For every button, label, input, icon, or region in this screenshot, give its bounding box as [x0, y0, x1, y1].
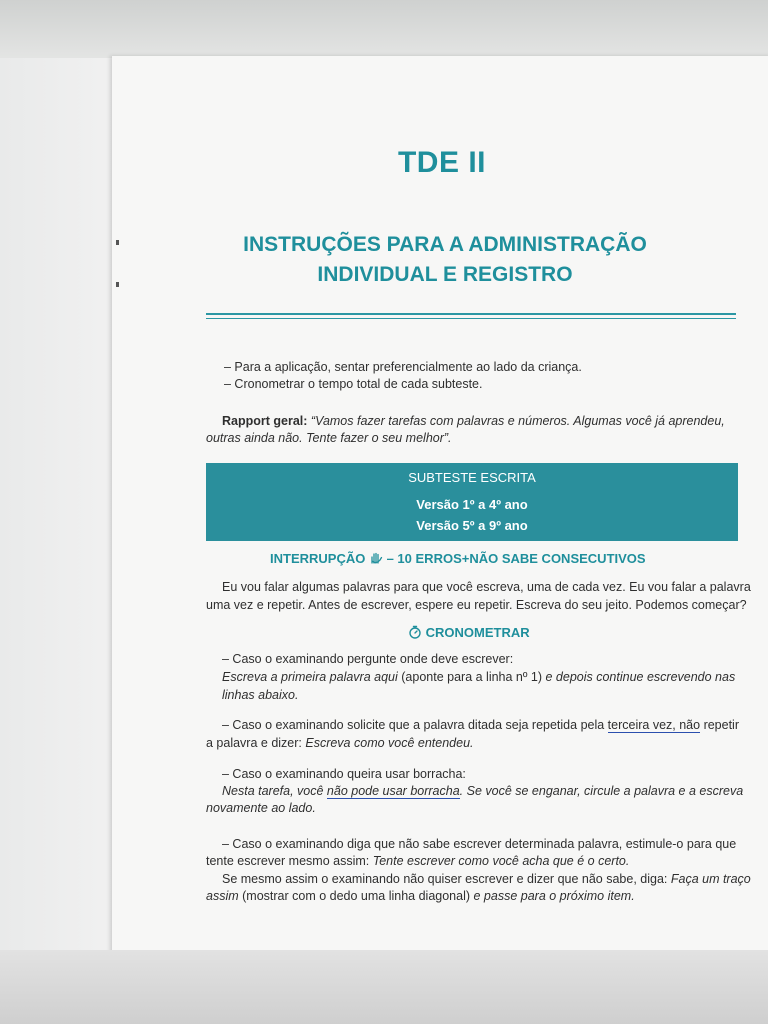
case-1-line-2 [222, 668, 735, 686]
margin-mark [116, 282, 119, 287]
case-4-italic: Tente escrever como você acha que é o certo. [372, 854, 630, 868]
case-1-line-1: – Caso o examinando pergunte onde deve escrever: [222, 652, 514, 666]
case-1-plain: (aponte para a linha nº 1) [397, 670, 546, 684]
timer-heading [408, 625, 530, 640]
back-page-edge [0, 58, 121, 958]
case-2-text-d: a palavra e dizer: [206, 736, 306, 750]
case-2-underlined: terceira vez, não [607, 718, 701, 732]
case-5-plain: (mostrar com o dedo uma linha diagonal) [238, 889, 474, 903]
margin-mark [116, 240, 119, 245]
case-3-line-1: – Caso o examinando queira usar borracha: [222, 767, 466, 781]
case-2-text-c: repetir [700, 718, 739, 732]
case-2-line-1 [222, 716, 739, 734]
case-5-italic-b: assim [206, 889, 239, 903]
stopwatch-icon [408, 625, 422, 639]
divider-bottom [206, 318, 736, 319]
case-4-line-1: – Caso o examinando diga que não sabe escrever determinada palavra, estimule-o para que [222, 837, 737, 851]
case-5-text-a: Se mesmo assim o examinando não quiser escrever e dizer que não sabe, diga: [222, 872, 671, 886]
case-3-line-2 [222, 782, 743, 800]
interruption-label-b: – 10 ERROS+NÃO SABE CONSECUTIVOS [386, 551, 646, 566]
case-2-text-a: – Caso o examinando solicite que a palavra ditada seja repetida pela [222, 718, 608, 732]
case-3-line-3: novamente ao lado. [206, 801, 316, 815]
case-5-italic-c: e passe para o próximo item. [473, 889, 635, 903]
subtest-heading: SUBTESTE ESCRITA [408, 470, 536, 485]
interruption-label-a: INTERRUPÇÃO [270, 551, 366, 566]
case-5-line-2 [206, 887, 635, 905]
scan-background-bottom [0, 950, 768, 1024]
interruption-heading [270, 551, 646, 566]
rapport-label: Rapport geral: [222, 414, 308, 428]
case-4-text-a: tente escrever mesmo assim: [206, 854, 373, 868]
case-3-text-c: . Se você se enganar, circule a palavra e a escreva [459, 784, 744, 798]
page-subtitle [200, 230, 690, 290]
case-5-line-1 [222, 870, 751, 888]
case-5-italic-a: Faça um traço [670, 872, 751, 886]
bullet-2: – Cronometrar o tempo total de cada subteste. [224, 377, 483, 391]
subtest-box [206, 463, 738, 541]
case-2-italic: Escreva como você entendeu. [305, 736, 474, 750]
timer-label: CRONOMETRAR [425, 625, 530, 640]
case-1-italic-b: e depois continue escrevendo nas [545, 670, 736, 684]
hand-icon [369, 552, 383, 564]
divider-top [206, 313, 736, 315]
page-title: TDE II [397, 146, 486, 179]
version-2: Versão 5º a 9º ano [416, 518, 528, 533]
version-1: Versão 1º a 4º ano [416, 497, 528, 512]
case-2-line-2 [206, 734, 474, 752]
case-1-line-3: linhas abaixo. [222, 688, 299, 702]
rapport-line-1 [222, 412, 725, 430]
case-1-italic-a: Escreva a primeira palavra aqui [222, 670, 398, 684]
subtitle-line-2: INDIVIDUAL E REGISTRO [317, 263, 573, 286]
instruction-line-2: uma vez e repetir. Antes de escrever, espere eu repetir. Escreva do seu jeito. Podemos começar? [206, 598, 747, 612]
instruction-line-1: Eu vou falar algumas palavras para que você escreva, uma de cada vez. Eu vou falar a palavra [222, 580, 751, 594]
case-4-line-2 [206, 852, 629, 870]
subtitle-line-1: INSTRUÇÕES PARA A ADMINISTRAÇÃO [243, 233, 647, 256]
case-3-text-a: Nesta tarefa, você [222, 784, 327, 798]
case-3-underlined: não pode usar borracha [326, 784, 460, 798]
rapport-line-2: outras ainda não. Tente fazer o seu melhor”. [206, 431, 452, 445]
bullet-1: – Para a aplicação, sentar preferencialmente ao lado da criança. [224, 360, 582, 374]
rapport-text-a: “Vamos fazer tarefas com palavras e números. Algumas você já aprendeu, [307, 414, 725, 428]
scan-background-top [0, 0, 768, 60]
